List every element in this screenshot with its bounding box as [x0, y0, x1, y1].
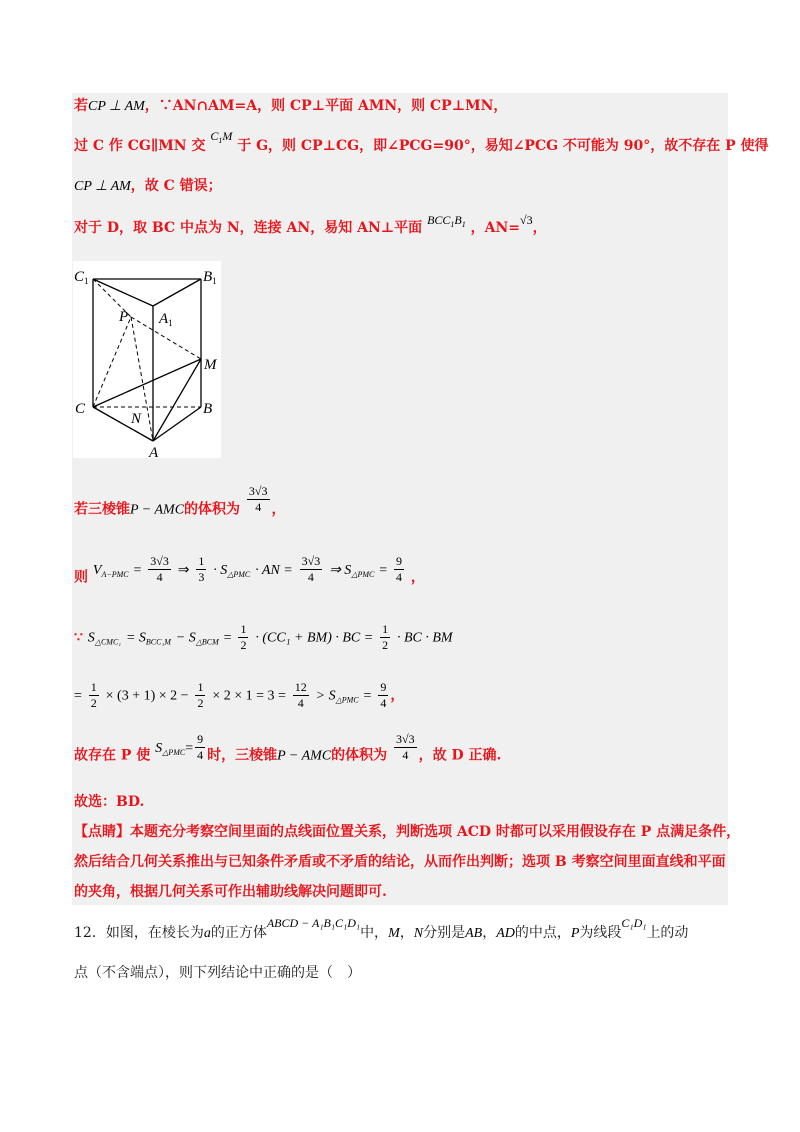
fraction	[195, 680, 205, 711]
label-a1: $A_1$	[159, 311, 173, 328]
denominator: 4	[307, 570, 314, 584]
math-p: P	[570, 926, 580, 941]
numerator: 3√3	[396, 732, 415, 746]
numerator: 1	[90, 680, 97, 694]
comment-line-2	[74, 852, 726, 872]
text: ，AN=	[470, 220, 521, 236]
label-c1: $C_1$	[74, 269, 89, 286]
numerator: 1	[240, 622, 247, 636]
fraction	[380, 622, 390, 653]
comment-line-3	[74, 882, 387, 902]
denominator: 4	[156, 570, 163, 584]
math-eq: =	[363, 688, 372, 704]
solution-line-4	[74, 213, 547, 243]
numerator: 3√3	[150, 554, 169, 568]
text: 然后结合几何关系推出与已知条件矛盾或不矛盾的结论，从而作出判断；选项 B 考察空间里面直线和平面	[74, 854, 726, 870]
text: ，故 D 正确.	[418, 747, 502, 764]
math-s: S	[87, 630, 95, 646]
math-paren: · (CC₁ + BM) · BC =	[255, 630, 374, 646]
text: ，∵AN∩AM=A，则 CP⊥平面 AMN，则 CP⊥MN，	[144, 98, 508, 114]
math-sqrt3: √3	[520, 213, 533, 227]
math-eq: =	[185, 740, 194, 756]
math-cp-perp-am: CP ⊥ AM	[88, 99, 145, 114]
fraction	[394, 554, 404, 585]
math-m: M	[222, 129, 233, 143]
math-arrow-s: ⇒ S	[329, 562, 352, 578]
numerator: 1	[197, 680, 204, 694]
math-sub: 1	[461, 220, 466, 229]
numerator: 9	[380, 680, 387, 694]
denominator: 4	[396, 570, 403, 584]
fraction	[196, 554, 206, 585]
math-volume-eq: $V_{A-PMC}$ = $\frac{3√3}{4}$ ⇒ $\frac{1}{3}$ · $S_{\triangle PMC}$ · AN = $\frac{3√3}{4}$ ⇒ $S_{\triangle PMC}$ = $\frac{9}{4}$	[92, 554, 403, 584]
text: 中，	[360, 925, 389, 941]
text: 分别是	[423, 925, 466, 941]
math-c1d1: C₁D₁	[621, 916, 647, 930]
math-p-amc: P − AMC	[277, 748, 332, 764]
because-symbol: ∵	[74, 629, 83, 646]
math-an: · AN =	[255, 562, 293, 578]
math-expr: × 2 × 1 = 3 =	[212, 688, 286, 704]
question-12-line-2	[74, 963, 361, 983]
label-p: P	[119, 309, 129, 325]
denominator: 4	[402, 748, 409, 762]
math-s-pmc	[155, 732, 207, 762]
fraction	[247, 484, 270, 515]
fraction	[394, 732, 417, 763]
text: 12．如图，在棱长为	[74, 925, 204, 941]
text: ，	[399, 925, 414, 941]
text: 点（不含端点），则下列结论中正确的是（ ）	[74, 965, 361, 981]
math-n: N	[413, 926, 424, 941]
math-c1m	[210, 129, 232, 143]
math-expr: × (3 + 1) × 2 −	[105, 688, 189, 704]
numerator: 9	[396, 554, 403, 568]
text: 若	[74, 98, 88, 114]
comment-line-1	[74, 822, 740, 842]
text: ，	[271, 501, 286, 518]
math-eq: =	[74, 688, 82, 704]
solution-line-8	[74, 680, 404, 711]
text: 【点睛】本题充分考察空间里面的点线面位置关系，判断选项 ACD 时都可以采用假设存在 P 点满足条件，	[74, 824, 741, 840]
text: ，故 C 错误；	[130, 178, 222, 194]
solution-line-1	[74, 96, 507, 117]
fraction	[378, 680, 388, 711]
math-ad: AD	[496, 926, 515, 941]
prism-diagram	[73, 261, 221, 458]
text: 过 C 作 CG∥MN 交	[74, 138, 206, 154]
math-c: C	[210, 129, 219, 143]
text: 则	[74, 569, 88, 586]
math-cp-perp-am: CP ⊥ AM	[74, 179, 131, 194]
math-s: S	[155, 740, 163, 756]
math-sub: △PMC	[335, 695, 359, 705]
fraction	[148, 554, 171, 585]
math-ab: AB	[465, 926, 483, 941]
denominator: 4	[297, 696, 304, 710]
text: ，	[410, 569, 425, 586]
solution-line-7	[74, 622, 453, 653]
text: 的正方体	[210, 925, 267, 941]
numerator: 9	[197, 732, 204, 746]
text: ，	[532, 220, 547, 236]
text: 若三棱锥	[74, 501, 130, 518]
answer-text: 故选：BD.	[74, 794, 145, 810]
fraction	[238, 622, 248, 653]
numerator: 3√3	[248, 484, 268, 498]
solution-line-3	[74, 176, 222, 197]
numerator: 12	[294, 680, 307, 694]
text: 的体积为	[331, 747, 388, 764]
text: 的体积为	[184, 501, 241, 518]
math-s: · S	[213, 562, 228, 578]
label-a: A	[149, 445, 159, 458]
math-bcc1b1	[427, 213, 466, 227]
denominator: 2	[382, 638, 389, 652]
text: 对于 D，取 BC 中点为 N，连接 AN，易知 AN⊥平面	[74, 220, 423, 236]
text: ，	[482, 925, 497, 941]
denominator: 2	[197, 696, 204, 710]
fraction	[89, 680, 99, 711]
question-12-line-1	[74, 916, 689, 944]
solution-line-9	[74, 732, 502, 771]
text: 于 G，则 CP⊥CG，即∠PCG=90°，易知∠PCG 不可能为 90°，故不存在 P 使得	[237, 138, 769, 154]
text: 上的动	[646, 925, 689, 941]
solution-line-2	[74, 129, 769, 161]
text: 的夹角，根据几何关系可作出辅助线解决问题即可.	[74, 884, 387, 900]
text: 的中点，	[514, 925, 571, 941]
text: 为线段	[579, 925, 622, 941]
text: ，	[390, 687, 405, 704]
numerator: 1	[382, 622, 389, 636]
prism-figure	[73, 261, 221, 458]
math-sub: A−PMC	[101, 569, 129, 579]
math-sub: BCC₁M	[145, 637, 171, 647]
math-p-amc: P − AMC	[130, 502, 185, 518]
denominator: 4	[380, 696, 387, 710]
text: 故存在 P 使	[74, 747, 151, 764]
math-sub: 1	[218, 136, 223, 145]
math-eq: =	[223, 630, 232, 646]
math-b: B	[454, 213, 462, 227]
math-sub: △PMC	[162, 747, 186, 757]
denominator: 2	[240, 638, 247, 652]
label-m: M	[204, 357, 217, 373]
denominator: 2	[90, 696, 97, 710]
math-a: a	[203, 926, 211, 941]
label-b: B	[203, 401, 213, 417]
math-bcc: BCC	[427, 213, 451, 227]
text: 时，三棱锥	[207, 747, 278, 764]
math-sub: △CMC₁	[94, 637, 122, 647]
numerator: 1	[198, 554, 205, 568]
math-tail: · BC · BM	[396, 630, 453, 646]
denominator: 3	[198, 570, 205, 584]
math-sub: 1	[450, 220, 455, 229]
label-b1: $B_1$	[203, 269, 217, 286]
fraction	[195, 732, 205, 763]
solution-line-5	[74, 484, 286, 525]
arrow: ⇒	[177, 562, 190, 578]
math-gt-s: > S	[315, 688, 336, 704]
math-m: M	[388, 926, 400, 941]
fraction	[293, 680, 309, 711]
math-eq-s: = S	[125, 630, 146, 646]
answer-line	[74, 792, 144, 812]
label-n: N	[131, 411, 142, 427]
math-minus-s: − S	[175, 630, 196, 646]
denominator: 4	[197, 748, 204, 762]
label-c: C	[75, 401, 86, 417]
math-sub: △PMC	[351, 569, 375, 579]
solution-line-6	[74, 554, 425, 593]
math-sub: △BCM	[195, 637, 219, 647]
math-cube: ABCD − A₁B₁C₁D₁	[266, 916, 361, 930]
denominator: 4	[255, 500, 262, 514]
numerator: 3√3	[301, 554, 321, 568]
math-sub: △PMC	[227, 569, 251, 579]
fraction	[300, 554, 323, 585]
math-v: V	[92, 562, 102, 578]
